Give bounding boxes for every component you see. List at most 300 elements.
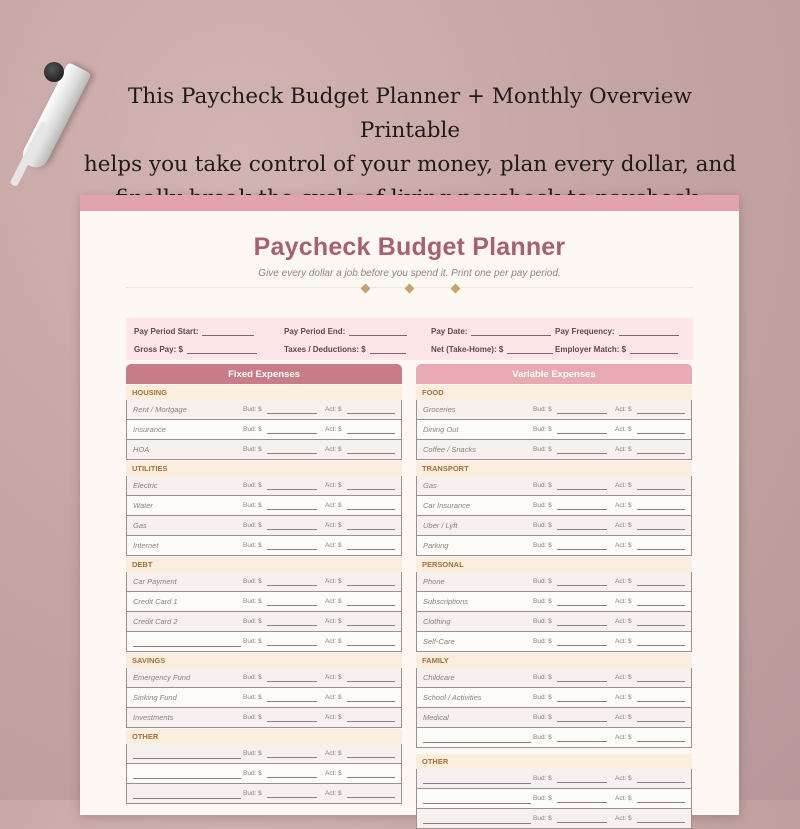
gross-pay-field[interactable] bbox=[134, 345, 284, 354]
expense-row bbox=[126, 764, 402, 784]
budget-field-label: Bud: $ bbox=[533, 446, 552, 453]
budget-field-label: Bud: $ bbox=[533, 674, 552, 681]
budget-field[interactable] bbox=[243, 482, 325, 490]
expense-label: Subscriptions bbox=[423, 597, 469, 606]
diamond-icon bbox=[451, 284, 461, 294]
budget-field-line[interactable] bbox=[557, 618, 607, 626]
actual-field-line[interactable] bbox=[637, 578, 685, 586]
budget-field-line[interactable] bbox=[557, 795, 607, 803]
budget-field-label: Bud: $ bbox=[533, 815, 552, 822]
budget-field-label: Bud: $ bbox=[243, 598, 262, 605]
actual-field[interactable] bbox=[325, 482, 395, 490]
actual-field-label: Act: $ bbox=[615, 795, 632, 802]
variable-expenses-column bbox=[416, 364, 692, 829]
ornament-divider bbox=[126, 287, 693, 308]
budget-field-line[interactable] bbox=[557, 522, 607, 530]
actual-field-line[interactable] bbox=[347, 638, 395, 646]
actual-field[interactable] bbox=[325, 638, 395, 646]
expense-name-line[interactable] bbox=[133, 789, 241, 799]
budget-field-label: Bud: $ bbox=[243, 674, 262, 681]
budget-field-label: Bud: $ bbox=[243, 446, 262, 453]
actual-field-line[interactable] bbox=[637, 542, 685, 550]
pay-period-end-field[interactable] bbox=[284, 327, 431, 336]
expense-label: Medical bbox=[423, 713, 449, 722]
field-label: Pay Period End: bbox=[284, 326, 346, 336]
field-label: Employer Match: $ bbox=[555, 344, 627, 354]
field-line[interactable] bbox=[630, 345, 678, 354]
actual-field-line[interactable] bbox=[637, 446, 685, 454]
actual-field-line[interactable] bbox=[637, 775, 685, 783]
budget-field[interactable] bbox=[533, 815, 615, 823]
budget-field[interactable] bbox=[243, 714, 325, 722]
budget-field[interactable] bbox=[533, 446, 615, 454]
budget-field[interactable] bbox=[533, 714, 615, 722]
expense-name-line[interactable] bbox=[133, 769, 241, 779]
budget-field-line[interactable] bbox=[557, 638, 607, 646]
actual-field-line[interactable] bbox=[347, 618, 395, 626]
actual-field-line[interactable] bbox=[347, 446, 395, 454]
budget-field-label: Bud: $ bbox=[243, 694, 262, 701]
budget-field[interactable] bbox=[533, 694, 615, 702]
actual-field-line[interactable] bbox=[347, 770, 395, 778]
expense-row bbox=[416, 400, 692, 420]
budget-field[interactable] bbox=[533, 618, 615, 626]
budget-field[interactable] bbox=[533, 598, 615, 606]
expense-label: Car Payment bbox=[133, 577, 177, 586]
field-line[interactable] bbox=[619, 327, 679, 336]
actual-field-line[interactable] bbox=[637, 522, 685, 530]
actual-field[interactable] bbox=[615, 618, 685, 626]
budget-field-label: Bud: $ bbox=[533, 406, 552, 413]
actual-field-label: Act: $ bbox=[325, 598, 342, 605]
budget-field-line[interactable] bbox=[557, 406, 607, 414]
actual-field-label: Act: $ bbox=[615, 522, 632, 529]
actual-field-line[interactable] bbox=[637, 618, 685, 626]
field-label: Pay Period Start: bbox=[134, 326, 199, 336]
planner-subtitle: Give every dollar a job before you spend it. Print one per pay period. bbox=[258, 268, 561, 279]
budget-field-line[interactable] bbox=[267, 750, 317, 758]
actual-field[interactable] bbox=[615, 775, 685, 783]
budget-field-line[interactable] bbox=[557, 734, 607, 742]
budget-field[interactable] bbox=[533, 775, 615, 783]
field-line[interactable] bbox=[202, 327, 254, 336]
category-other: OTHER bbox=[416, 754, 692, 769]
actual-field-label: Act: $ bbox=[325, 790, 342, 797]
budget-field-line[interactable] bbox=[267, 598, 317, 606]
expense-label: Gas bbox=[423, 481, 437, 490]
budget-field-label: Bud: $ bbox=[533, 775, 552, 782]
expense-label: Insurance bbox=[133, 425, 166, 434]
actual-field[interactable] bbox=[325, 714, 395, 722]
budget-field-line[interactable] bbox=[557, 775, 607, 783]
actual-field-line[interactable] bbox=[637, 502, 685, 510]
budget-field[interactable] bbox=[533, 674, 615, 682]
expense-row bbox=[416, 496, 692, 516]
actual-field[interactable] bbox=[325, 618, 395, 626]
actual-field-label: Act: $ bbox=[615, 674, 632, 681]
utilities-rows bbox=[126, 476, 402, 556]
budget-field[interactable] bbox=[243, 598, 325, 606]
actual-field[interactable] bbox=[615, 598, 685, 606]
actual-field-line[interactable] bbox=[637, 674, 685, 682]
expense-label: Internet bbox=[133, 541, 159, 550]
field-line[interactable] bbox=[349, 327, 407, 336]
expense-row bbox=[416, 769, 692, 789]
expense-label: HOA bbox=[133, 445, 150, 454]
expense-row bbox=[126, 688, 402, 708]
actual-field-label: Act: $ bbox=[325, 638, 342, 645]
actual-field[interactable] bbox=[615, 406, 685, 414]
budget-field[interactable] bbox=[243, 694, 325, 702]
budget-field[interactable] bbox=[243, 770, 325, 778]
actual-field[interactable] bbox=[325, 542, 395, 550]
expense-row bbox=[416, 809, 692, 829]
expense-label: Credit Card 1 bbox=[133, 597, 178, 606]
actual-field[interactable] bbox=[615, 674, 685, 682]
budget-field-line[interactable] bbox=[267, 674, 317, 682]
actual-field[interactable] bbox=[615, 578, 685, 586]
expense-row bbox=[126, 592, 402, 612]
actual-field-line[interactable] bbox=[637, 734, 685, 742]
actual-field-line[interactable] bbox=[347, 482, 395, 490]
expense-row bbox=[416, 789, 692, 809]
actual-field-label: Act: $ bbox=[615, 618, 632, 625]
actual-field-label: Act: $ bbox=[325, 770, 342, 777]
actual-field-label: Act: $ bbox=[325, 578, 342, 585]
expense-row bbox=[416, 440, 692, 460]
actual-field[interactable] bbox=[325, 522, 395, 530]
actual-field[interactable] bbox=[615, 734, 685, 742]
budget-field[interactable] bbox=[533, 734, 615, 742]
actual-field-line[interactable] bbox=[347, 502, 395, 510]
budget-field-label: Bud: $ bbox=[533, 502, 552, 509]
field-line[interactable] bbox=[471, 327, 551, 336]
budget-field-line[interactable] bbox=[267, 446, 317, 454]
employer-match-field[interactable] bbox=[555, 345, 678, 354]
savings-rows bbox=[126, 668, 402, 728]
actual-field-line[interactable] bbox=[347, 522, 395, 530]
budget-field-line[interactable] bbox=[557, 674, 607, 682]
actual-field[interactable] bbox=[325, 446, 395, 454]
budget-field-line[interactable] bbox=[557, 502, 607, 510]
actual-field-label: Act: $ bbox=[615, 502, 632, 509]
actual-field-label: Act: $ bbox=[615, 734, 632, 741]
field-label: Taxes / Deductions: $ bbox=[284, 344, 366, 354]
budget-field-label: Bud: $ bbox=[243, 770, 262, 777]
expense-label: Uber / Lyft bbox=[423, 521, 458, 530]
expense-row bbox=[416, 728, 692, 748]
budget-field[interactable] bbox=[243, 406, 325, 414]
budget-field-line[interactable] bbox=[267, 482, 317, 490]
category-family: FAMILY bbox=[416, 653, 692, 668]
budget-field-label: Bud: $ bbox=[243, 714, 262, 721]
category-transport: TRANSPORT bbox=[416, 461, 692, 476]
budget-field-line[interactable] bbox=[267, 578, 317, 586]
variable-expenses-header: Variable Expenses bbox=[416, 364, 692, 384]
personal-rows bbox=[416, 572, 692, 652]
actual-field-line[interactable] bbox=[637, 795, 685, 803]
budget-field[interactable] bbox=[243, 618, 325, 626]
actual-field[interactable] bbox=[615, 714, 685, 722]
budget-field-line[interactable] bbox=[267, 618, 317, 626]
budget-field-label: Bud: $ bbox=[533, 482, 552, 489]
actual-field-line[interactable] bbox=[637, 694, 685, 702]
expense-row bbox=[126, 516, 402, 536]
budget-field[interactable] bbox=[533, 795, 615, 803]
pay-info-box bbox=[126, 318, 693, 360]
actual-field-line[interactable] bbox=[637, 482, 685, 490]
expense-name-line[interactable] bbox=[133, 637, 241, 647]
debt-rows bbox=[126, 572, 402, 652]
heading-line: This Paycheck Budget Planner + Monthly Overview Printable bbox=[128, 84, 692, 143]
budget-field-line[interactable] bbox=[557, 446, 607, 454]
other-variable-rows bbox=[416, 769, 692, 829]
expense-row bbox=[126, 536, 402, 556]
expense-label: Parking bbox=[423, 541, 449, 550]
actual-field-label: Act: $ bbox=[325, 542, 342, 549]
budget-field-line[interactable] bbox=[557, 815, 607, 823]
budget-field-label: Bud: $ bbox=[243, 790, 262, 797]
budget-field-line[interactable] bbox=[557, 598, 607, 606]
expense-name-line[interactable] bbox=[423, 733, 531, 743]
budget-field-label: Bud: $ bbox=[533, 542, 552, 549]
expense-label: Emergency Fund bbox=[133, 673, 191, 682]
category-other: OTHER bbox=[126, 729, 402, 744]
actual-field-label: Act: $ bbox=[325, 674, 342, 681]
budget-field[interactable] bbox=[243, 750, 325, 758]
pay-period-start-field[interactable] bbox=[134, 327, 284, 336]
actual-field[interactable] bbox=[325, 674, 395, 682]
budget-field[interactable] bbox=[533, 578, 615, 586]
actual-field[interactable] bbox=[615, 446, 685, 454]
budget-field-label: Bud: $ bbox=[243, 522, 262, 529]
diamond-icon bbox=[405, 284, 415, 294]
actual-field-label: Act: $ bbox=[615, 426, 632, 433]
budget-field-line[interactable] bbox=[267, 638, 317, 646]
field-line[interactable] bbox=[370, 345, 406, 354]
sheet-top-bar bbox=[80, 195, 739, 211]
expense-label: Sinking Fund bbox=[133, 693, 177, 702]
actual-field[interactable] bbox=[615, 426, 685, 434]
expense-name-line[interactable] bbox=[423, 774, 531, 784]
budget-field[interactable] bbox=[533, 426, 615, 434]
category-personal: PERSONAL bbox=[416, 557, 692, 572]
actual-field[interactable] bbox=[325, 790, 395, 798]
actual-field-label: Act: $ bbox=[325, 502, 342, 509]
actual-field[interactable] bbox=[325, 694, 395, 702]
budget-field-label: Bud: $ bbox=[533, 598, 552, 605]
category-debt: DEBT bbox=[126, 557, 402, 572]
budget-field[interactable] bbox=[533, 542, 615, 550]
actual-field-line[interactable] bbox=[347, 674, 395, 682]
actual-field[interactable] bbox=[615, 542, 685, 550]
budget-field-label: Bud: $ bbox=[533, 618, 552, 625]
category-savings: SAVINGS bbox=[126, 653, 402, 668]
expense-label: School / Activities bbox=[423, 693, 482, 702]
fixed-expenses-header: Fixed Expenses bbox=[126, 364, 402, 384]
budget-field-label: Bud: $ bbox=[533, 714, 552, 721]
budget-field-line[interactable] bbox=[267, 522, 317, 530]
budget-field[interactable] bbox=[243, 502, 325, 510]
expense-columns bbox=[126, 364, 693, 829]
budget-field-line[interactable] bbox=[557, 694, 607, 702]
actual-field-line[interactable] bbox=[637, 815, 685, 823]
budget-field-line[interactable] bbox=[267, 406, 317, 414]
actual-field-line[interactable] bbox=[347, 578, 395, 586]
actual-field-line[interactable] bbox=[347, 750, 395, 758]
expense-row bbox=[416, 536, 692, 556]
budget-field[interactable] bbox=[243, 426, 325, 434]
expense-row bbox=[126, 612, 402, 632]
budget-field-line[interactable] bbox=[267, 694, 317, 702]
expense-name-line[interactable] bbox=[423, 794, 531, 804]
actual-field[interactable] bbox=[325, 750, 395, 758]
expense-row bbox=[126, 400, 402, 420]
expense-label: Credit Card 2 bbox=[133, 617, 178, 626]
budget-field[interactable] bbox=[533, 502, 615, 510]
budget-field-line[interactable] bbox=[267, 714, 317, 722]
budget-field[interactable] bbox=[243, 542, 325, 550]
actual-field[interactable] bbox=[615, 694, 685, 702]
actual-field-line[interactable] bbox=[637, 406, 685, 414]
expense-name-line[interactable] bbox=[133, 749, 241, 759]
planner-title: Paycheck Budget Planner bbox=[253, 233, 566, 261]
field-line[interactable] bbox=[187, 345, 257, 354]
actual-field-line[interactable] bbox=[637, 714, 685, 722]
budget-field-line[interactable] bbox=[557, 482, 607, 490]
budget-field[interactable] bbox=[243, 578, 325, 586]
actual-field-line[interactable] bbox=[637, 638, 685, 646]
budget-field-label: Bud: $ bbox=[243, 482, 262, 489]
budget-field-line[interactable] bbox=[267, 770, 317, 778]
expense-label: Clothing bbox=[423, 617, 451, 626]
budget-field-label: Bud: $ bbox=[243, 750, 262, 757]
fixed-expenses-column bbox=[126, 364, 402, 829]
pay-frequency-field[interactable] bbox=[555, 327, 679, 336]
budget-field[interactable] bbox=[243, 522, 325, 530]
expense-name-line[interactable] bbox=[423, 814, 531, 824]
actual-field-line[interactable] bbox=[347, 406, 395, 414]
budget-field-label: Bud: $ bbox=[533, 734, 552, 741]
net-pay-field[interactable] bbox=[431, 345, 555, 354]
expense-row bbox=[126, 440, 402, 460]
expense-row bbox=[416, 476, 692, 496]
budget-field[interactable] bbox=[533, 482, 615, 490]
budget-field-line[interactable] bbox=[267, 502, 317, 510]
budget-field-label: Bud: $ bbox=[243, 426, 262, 433]
category-utilities: UTILITIES bbox=[126, 461, 402, 476]
budget-field[interactable] bbox=[243, 790, 325, 798]
budget-field-label: Bud: $ bbox=[533, 522, 552, 529]
family-rows bbox=[416, 668, 692, 748]
other-fixed-rows bbox=[126, 744, 402, 804]
actual-field[interactable] bbox=[615, 482, 685, 490]
actual-field[interactable] bbox=[615, 638, 685, 646]
budget-field[interactable] bbox=[243, 638, 325, 646]
budget-field-line[interactable] bbox=[267, 542, 317, 550]
taxes-field[interactable] bbox=[284, 345, 431, 354]
expense-label: Gas bbox=[133, 521, 147, 530]
expense-label: Rent / Mortgage bbox=[133, 405, 187, 414]
actual-field[interactable] bbox=[325, 426, 395, 434]
actual-field-line[interactable] bbox=[347, 542, 395, 550]
actual-field-label: Act: $ bbox=[325, 406, 342, 413]
budget-field-line[interactable] bbox=[267, 426, 317, 434]
actual-field-label: Act: $ bbox=[325, 714, 342, 721]
actual-field[interactable] bbox=[325, 502, 395, 510]
budget-field-label: Bud: $ bbox=[243, 638, 262, 645]
expense-label: Electric bbox=[133, 481, 158, 490]
actual-field-line[interactable] bbox=[637, 598, 685, 606]
expense-row bbox=[126, 708, 402, 728]
category-housing: HOUSING bbox=[126, 385, 402, 400]
budget-field[interactable] bbox=[533, 638, 615, 646]
budget-field-label: Bud: $ bbox=[533, 795, 552, 802]
actual-field[interactable] bbox=[325, 770, 395, 778]
budget-field[interactable] bbox=[533, 406, 615, 414]
category-food: FOOD bbox=[416, 385, 692, 400]
expense-row bbox=[126, 572, 402, 592]
actual-field-label: Act: $ bbox=[615, 815, 632, 822]
actual-field[interactable] bbox=[325, 578, 395, 586]
budget-field-line[interactable] bbox=[557, 578, 607, 586]
expense-row bbox=[126, 668, 402, 688]
expense-label: Phone bbox=[423, 577, 445, 586]
budget-field-label: Bud: $ bbox=[533, 638, 552, 645]
actual-field[interactable] bbox=[615, 795, 685, 803]
actual-field[interactable] bbox=[615, 502, 685, 510]
actual-field[interactable] bbox=[325, 406, 395, 414]
budget-field-line[interactable] bbox=[557, 542, 607, 550]
actual-field-line[interactable] bbox=[347, 598, 395, 606]
actual-field-line[interactable] bbox=[347, 714, 395, 722]
budget-field-label: Bud: $ bbox=[243, 618, 262, 625]
actual-field-line[interactable] bbox=[347, 694, 395, 702]
actual-field[interactable] bbox=[615, 815, 685, 823]
actual-field-line[interactable] bbox=[347, 790, 395, 798]
actual-field-line[interactable] bbox=[637, 426, 685, 434]
actual-field-label: Act: $ bbox=[615, 406, 632, 413]
actual-field-line[interactable] bbox=[347, 426, 395, 434]
actual-field[interactable] bbox=[325, 598, 395, 606]
budget-field[interactable] bbox=[243, 674, 325, 682]
field-line[interactable] bbox=[507, 345, 553, 354]
expense-row bbox=[416, 668, 692, 688]
field-label: Pay Frequency: bbox=[555, 326, 615, 336]
actual-field-label: Act: $ bbox=[325, 750, 342, 757]
actual-field-label: Act: $ bbox=[615, 598, 632, 605]
food-rows bbox=[416, 400, 692, 460]
field-label: Pay Date: bbox=[431, 326, 468, 336]
budget-field[interactable] bbox=[533, 522, 615, 530]
actual-field-label: Act: $ bbox=[325, 694, 342, 701]
field-label: Net (Take-Home): $ bbox=[431, 344, 504, 354]
actual-field-label: Act: $ bbox=[615, 638, 632, 645]
budget-field-label: Bud: $ bbox=[243, 502, 262, 509]
pay-date-field[interactable] bbox=[431, 327, 555, 336]
expense-label: Groceries bbox=[423, 405, 456, 414]
actual-field[interactable] bbox=[615, 522, 685, 530]
expense-row bbox=[126, 784, 402, 804]
budget-field[interactable] bbox=[243, 446, 325, 454]
expense-label: Childcare bbox=[423, 673, 455, 682]
expense-label: Investments bbox=[133, 713, 174, 722]
budget-field-line[interactable] bbox=[267, 790, 317, 798]
budget-field-label: Bud: $ bbox=[533, 578, 552, 585]
budget-field-line[interactable] bbox=[557, 714, 607, 722]
actual-field-label: Act: $ bbox=[615, 446, 632, 453]
budget-field-line[interactable] bbox=[557, 426, 607, 434]
